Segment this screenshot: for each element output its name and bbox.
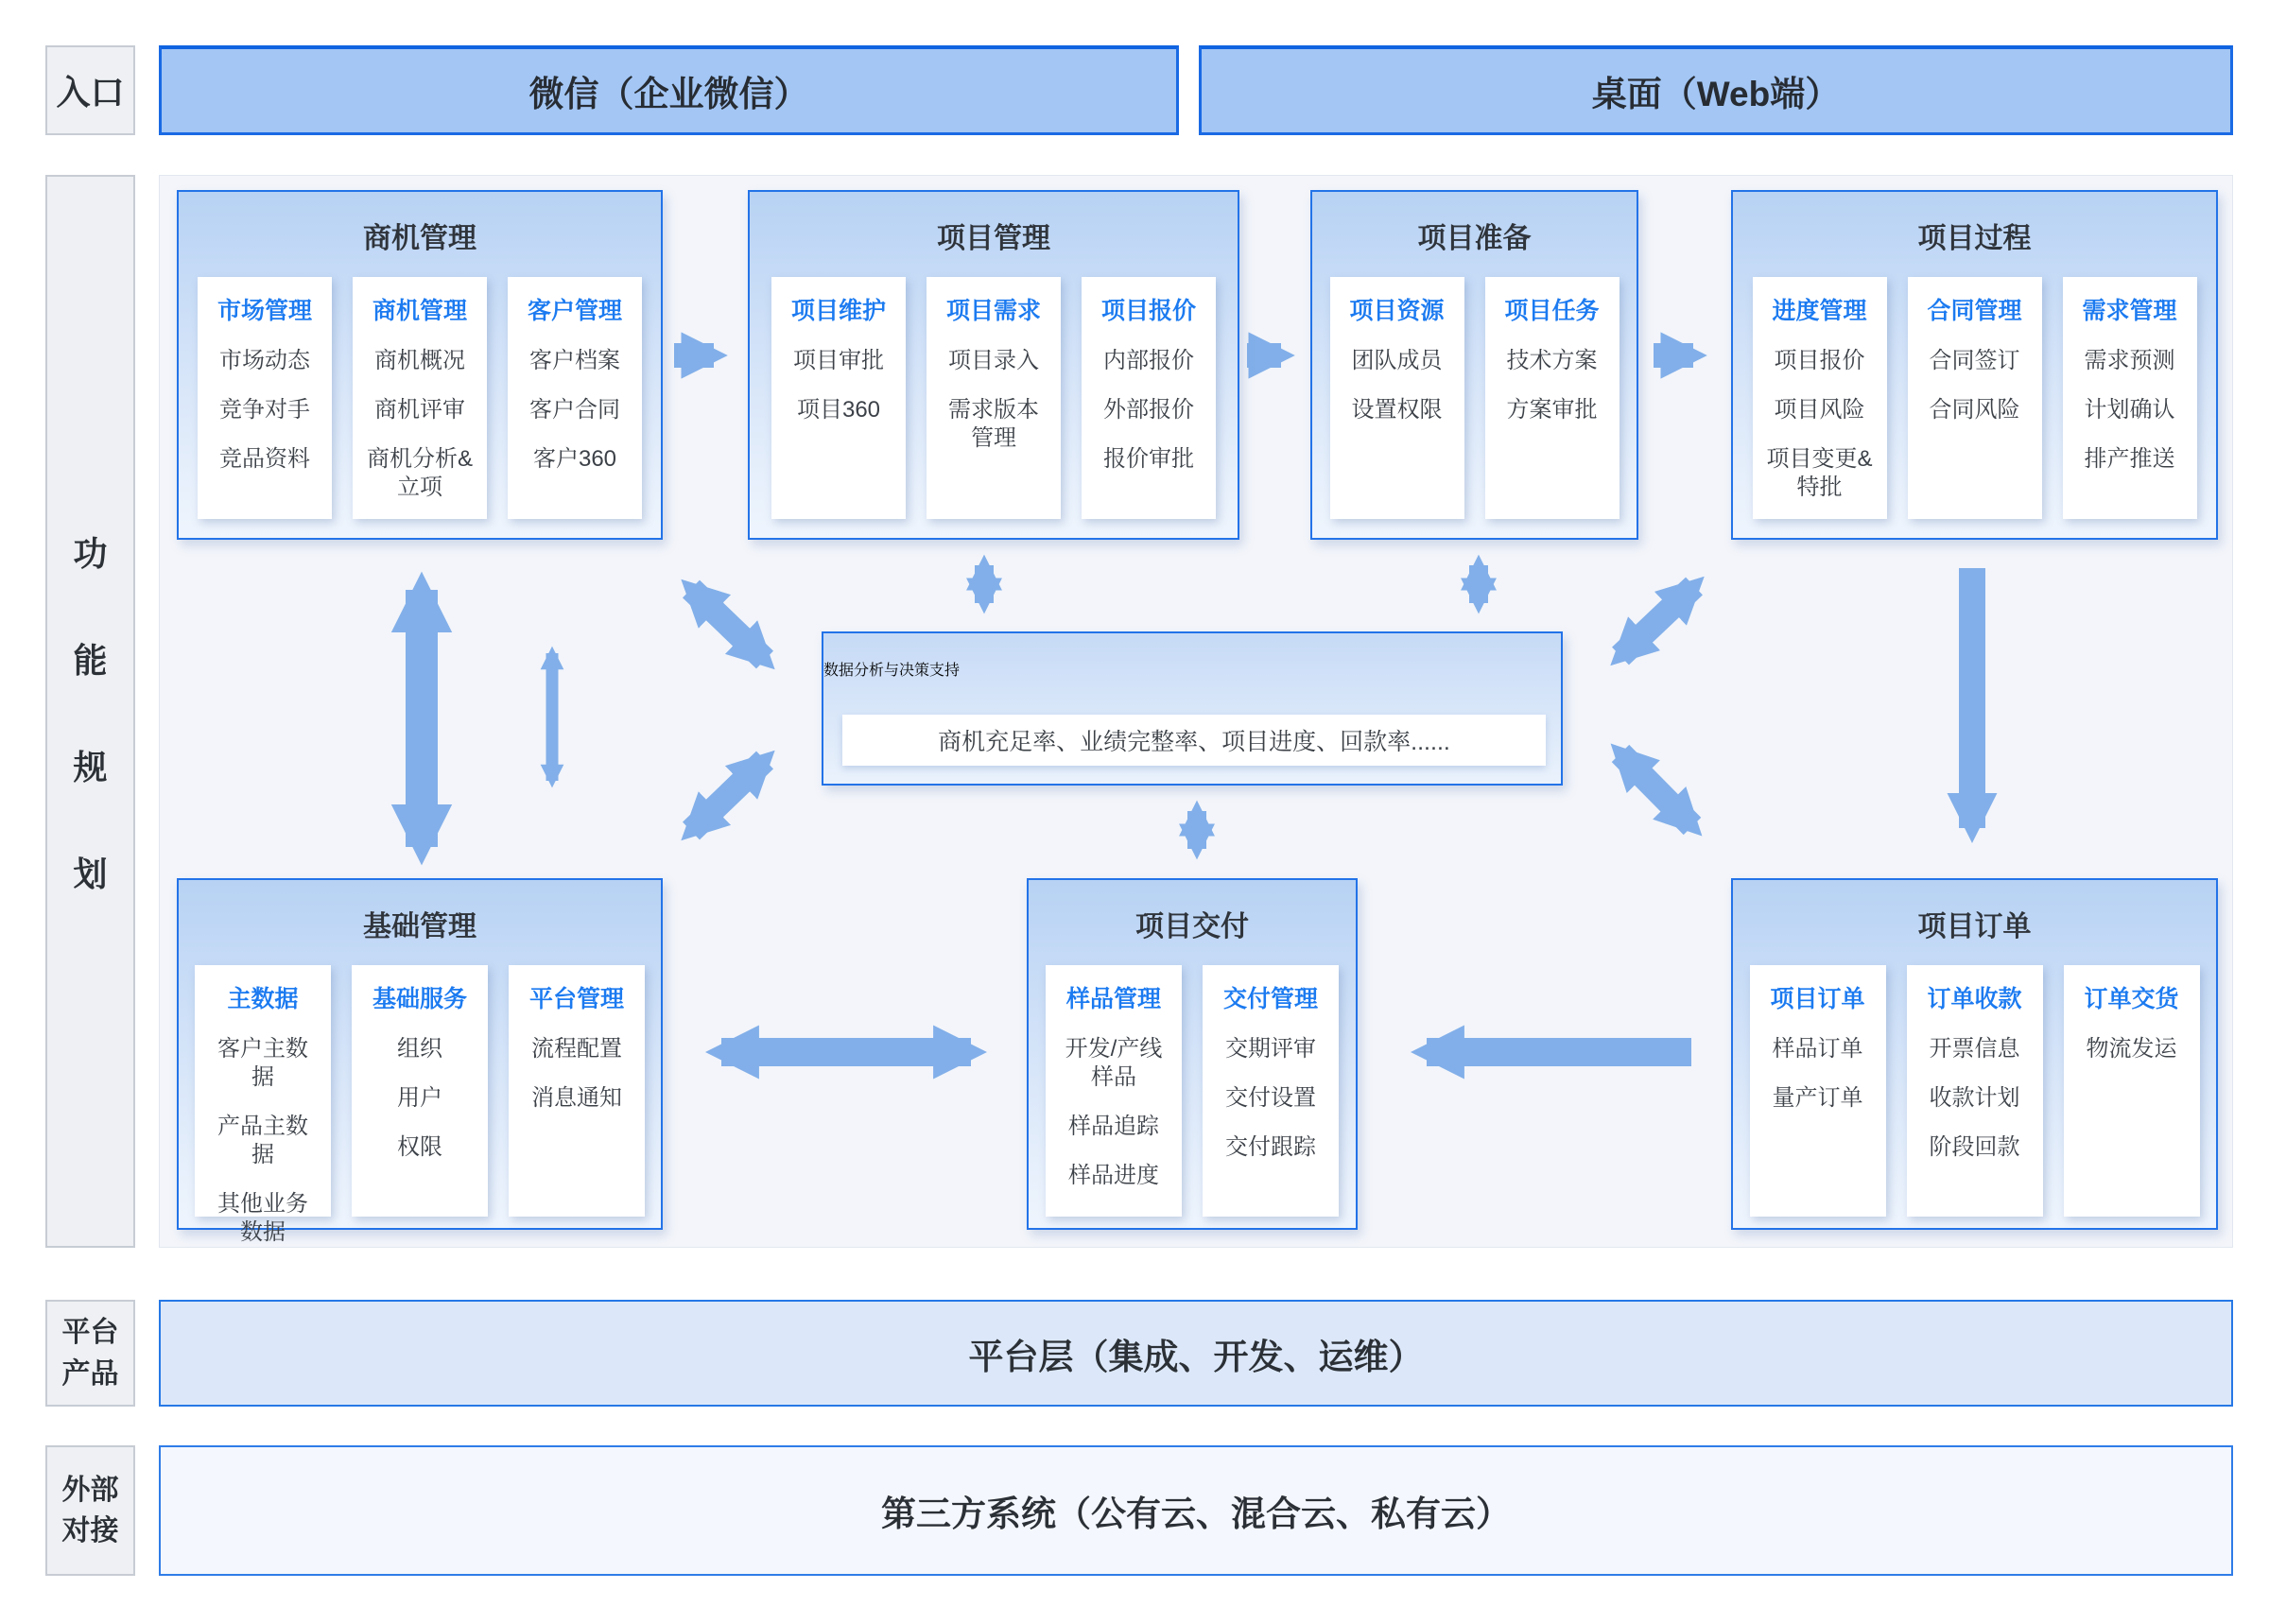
card-item: 团队成员 bbox=[1351, 348, 1443, 373]
card-item: 开票信息 bbox=[1929, 1036, 2020, 1062]
card-header: 项目资源 bbox=[1349, 298, 1445, 324]
card-item: 项目报价 bbox=[1774, 348, 1865, 373]
card-item: 产品主数据 bbox=[217, 1114, 308, 1167]
card-item: 权限 bbox=[397, 1134, 442, 1160]
card-header: 项目需求 bbox=[945, 298, 1041, 324]
feature-card bbox=[509, 965, 645, 1217]
function-planning-char: 能 bbox=[73, 640, 108, 680]
desktop-entry-bar bbox=[1199, 45, 2233, 135]
card-header: 主数据 bbox=[227, 986, 299, 1012]
platform-row-label-text: 平台产品 bbox=[61, 1317, 119, 1390]
box-project-management bbox=[748, 190, 1239, 540]
box-columns bbox=[179, 965, 661, 1245]
box-columns bbox=[1733, 965, 2216, 1217]
function-planning-label-text bbox=[73, 527, 107, 896]
card-header: 市场管理 bbox=[217, 298, 312, 324]
wechat-entry-bar bbox=[159, 45, 1179, 135]
card-item: 方案审批 bbox=[1506, 397, 1598, 423]
function-planning-char: 功 bbox=[73, 533, 108, 573]
card-header: 订单交货 bbox=[2084, 986, 2179, 1012]
card-item: 流程配置 bbox=[531, 1036, 622, 1062]
box-title: 基础管理 bbox=[363, 911, 476, 942]
feature-card bbox=[195, 965, 331, 1245]
function-planning-char: 规 bbox=[73, 747, 108, 786]
platform-row-label bbox=[45, 1300, 135, 1407]
feature-card bbox=[1485, 277, 1619, 519]
card-item: 竞争对手 bbox=[219, 397, 310, 423]
feature-card bbox=[1753, 277, 1887, 519]
desktop-entry-bar-text: 桌面（Web端） bbox=[1591, 75, 1841, 113]
card-item: 需求版本管理 bbox=[948, 397, 1039, 451]
function-planning-char: 划 bbox=[73, 854, 108, 893]
entry-row-label bbox=[45, 45, 135, 135]
card-item: 项目变更&特批 bbox=[1766, 446, 1873, 500]
box-title: 项目交付 bbox=[1135, 911, 1249, 942]
feature-card bbox=[1907, 965, 2043, 1217]
box-columns bbox=[1733, 277, 2216, 519]
feature-card bbox=[1082, 277, 1216, 519]
arrow-center-process-diagonal bbox=[1620, 586, 1694, 656]
external-row-label-text: 外部对接 bbox=[61, 1474, 119, 1546]
function-planning-label bbox=[45, 175, 135, 1248]
third-party-text: 第三方系统（公有云、混合云、私有云） bbox=[881, 1494, 1511, 1533]
box-columns bbox=[1312, 277, 1637, 519]
card-item: 报价审批 bbox=[1103, 446, 1194, 472]
box-project-preparation bbox=[1310, 190, 1638, 540]
card-item: 用户 bbox=[397, 1085, 442, 1111]
card-item: 项目风险 bbox=[1774, 397, 1865, 423]
card-header: 客户管理 bbox=[527, 298, 622, 324]
card-item: 交付跟踪 bbox=[1225, 1134, 1316, 1160]
card-item: 合同签订 bbox=[1929, 348, 2020, 373]
box-columns bbox=[750, 277, 1238, 519]
card-item: 样品进度 bbox=[1068, 1163, 1159, 1188]
card-item: 项目录入 bbox=[948, 348, 1039, 373]
feature-card bbox=[198, 277, 332, 519]
analysis-metrics-text: 商机充足率、业绩完整率、项目进度、回款率...... bbox=[938, 729, 1450, 755]
card-header: 项目报价 bbox=[1100, 298, 1196, 324]
feature-card bbox=[1046, 965, 1182, 1217]
box-title: 商机管理 bbox=[363, 223, 476, 254]
arrow-center-order-diagonal bbox=[1620, 753, 1692, 826]
card-item: 商机概况 bbox=[374, 348, 465, 373]
entry-row-label-text: 入口 bbox=[56, 73, 125, 112]
card-item: 外部报价 bbox=[1103, 397, 1194, 423]
card-item: 交付设置 bbox=[1225, 1085, 1316, 1111]
card-item: 其他业务数据 bbox=[217, 1191, 308, 1245]
box-project-process bbox=[1731, 190, 2218, 540]
box-title: 项目管理 bbox=[937, 223, 1050, 254]
card-item: 设置权限 bbox=[1351, 397, 1443, 423]
wechat-entry-bar-text: 微信（企业微信） bbox=[528, 75, 809, 113]
third-party-bar bbox=[159, 1445, 2233, 1576]
external-row-label bbox=[45, 1445, 135, 1576]
card-item: 样品追踪 bbox=[1068, 1114, 1159, 1139]
card-item: 内部报价 bbox=[1103, 348, 1194, 373]
box-basic-management bbox=[177, 878, 663, 1245]
box-title: 项目过程 bbox=[1917, 223, 2032, 254]
card-item: 商机评审 bbox=[374, 397, 465, 423]
card-header: 商机管理 bbox=[372, 298, 467, 324]
card-item: 排产推送 bbox=[2084, 446, 2175, 472]
card-header: 平台管理 bbox=[528, 986, 624, 1012]
card-header: 项目订单 bbox=[1770, 986, 1865, 1012]
platform-layer-bar bbox=[159, 1300, 2233, 1407]
card-item: 物流发运 bbox=[2086, 1036, 2177, 1062]
card-item: 市场动态 bbox=[219, 348, 310, 373]
box-data-analysis bbox=[822, 631, 1563, 786]
card-header: 项目维护 bbox=[790, 298, 886, 324]
feature-card bbox=[508, 277, 642, 519]
feature-card bbox=[2064, 965, 2200, 1217]
card-item: 客户档案 bbox=[529, 348, 620, 373]
box-project-order bbox=[1731, 878, 2218, 1230]
card-item: 样品订单 bbox=[1772, 1036, 1863, 1062]
feature-card bbox=[1750, 965, 1886, 1217]
feature-card bbox=[771, 277, 906, 519]
card-item: 组织 bbox=[397, 1036, 442, 1062]
feature-card bbox=[927, 277, 1061, 519]
platform-layer-text: 平台层（集成、开发、运维） bbox=[968, 1337, 1424, 1376]
feature-card bbox=[352, 965, 488, 1217]
box-project-delivery bbox=[1027, 878, 1358, 1230]
card-header: 需求管理 bbox=[2082, 298, 2177, 324]
card-item: 交期评审 bbox=[1225, 1036, 1316, 1062]
card-item: 客户合同 bbox=[529, 397, 620, 423]
feature-card bbox=[1908, 277, 2042, 519]
card-header: 进度管理 bbox=[1772, 298, 1867, 324]
card-item: 项目审批 bbox=[793, 348, 884, 373]
box-title: 数据分析与决策支持 bbox=[823, 663, 961, 679]
feature-card bbox=[353, 277, 487, 519]
card-item: 量产订单 bbox=[1772, 1085, 1863, 1111]
feature-card bbox=[1330, 277, 1464, 519]
feature-card bbox=[2063, 277, 2197, 519]
card-header: 项目任务 bbox=[1504, 298, 1600, 324]
card-item: 竞品资料 bbox=[219, 446, 310, 472]
card-item: 阶段回款 bbox=[1929, 1134, 2020, 1160]
card-item: 技术方案 bbox=[1506, 348, 1598, 373]
card-item: 计划确认 bbox=[2084, 397, 2175, 423]
arrow-opportunity-center-diagonal bbox=[691, 589, 765, 660]
card-item: 需求预测 bbox=[2084, 348, 2175, 373]
box-columns bbox=[1029, 965, 1356, 1217]
card-item: 合同风险 bbox=[1929, 397, 2020, 423]
function-planning-panel bbox=[159, 175, 2233, 1248]
card-header: 订单收款 bbox=[1927, 986, 2022, 1012]
card-item: 客户主数据 bbox=[217, 1036, 308, 1090]
card-header: 样品管理 bbox=[1065, 986, 1161, 1012]
card-header: 交付管理 bbox=[1222, 986, 1318, 1012]
analysis-metrics-strip bbox=[842, 715, 1546, 766]
card-header: 基础服务 bbox=[372, 986, 467, 1012]
card-header: 合同管理 bbox=[1927, 298, 2022, 324]
box-opportunity-management bbox=[177, 190, 663, 540]
card-item: 商机分析&立项 bbox=[366, 446, 473, 500]
feature-card bbox=[1203, 965, 1339, 1217]
box-title: 项目准备 bbox=[1417, 223, 1532, 254]
box-columns bbox=[179, 277, 661, 519]
card-item: 收款计划 bbox=[1929, 1085, 2020, 1111]
card-item: 客户360 bbox=[532, 446, 617, 472]
card-item: 消息通知 bbox=[531, 1085, 622, 1111]
card-item: 开发/产线样品 bbox=[1065, 1036, 1163, 1090]
box-title: 项目订单 bbox=[1917, 911, 2032, 942]
card-item: 项目360 bbox=[796, 397, 881, 423]
arrow-basic-center-diagonal bbox=[691, 760, 765, 831]
